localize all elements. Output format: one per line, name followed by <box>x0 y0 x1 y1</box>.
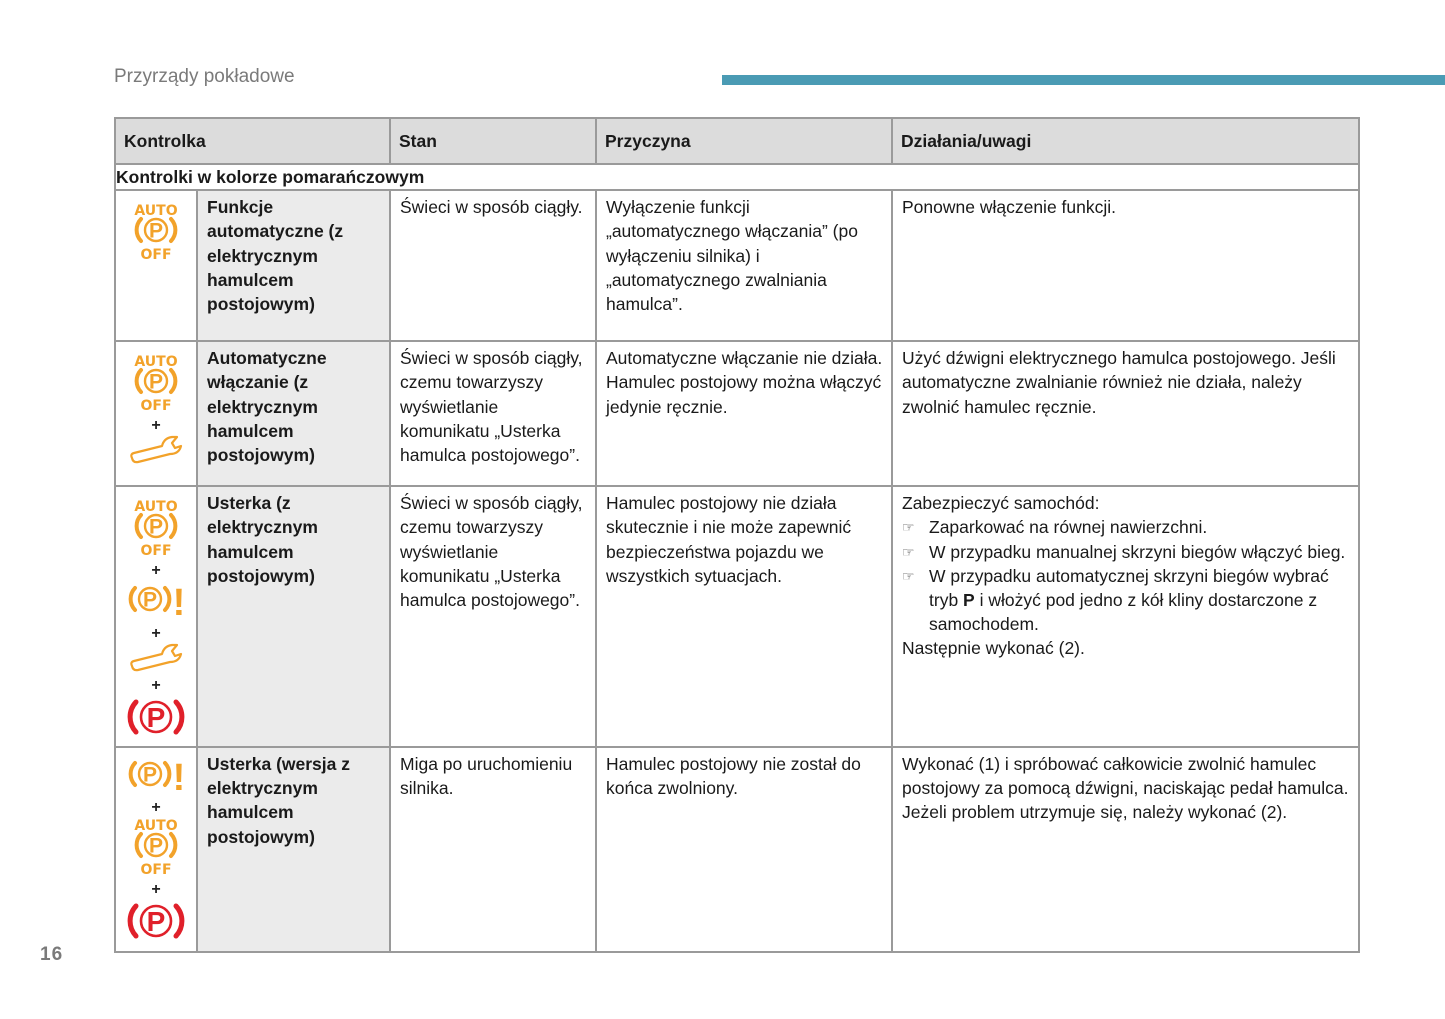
svg-text:OFF: OFF <box>140 862 172 877</box>
red-park-brake-icon <box>116 898 196 950</box>
table-header-row <box>115 118 1359 164</box>
action-cell <box>892 747 1359 952</box>
auto-off-park-brake-icon <box>116 816 196 882</box>
svg-text:P: P <box>142 763 158 787</box>
gear-mode-p: P <box>963 590 975 611</box>
plus-sign: + <box>151 624 161 642</box>
wrench-icon <box>116 642 196 678</box>
svg-text:P: P <box>148 834 164 858</box>
auto-off-park-brake-icon <box>116 352 196 418</box>
svg-text:P: P <box>148 219 164 243</box>
table-row <box>115 341 1359 486</box>
column-header-dzialania: Działania/uwagi <box>892 118 1359 164</box>
svg-text:!: ! <box>172 757 186 795</box>
svg-text:P: P <box>142 588 158 612</box>
state-cell: Miga po uruchomieniu silnika. <box>390 747 596 952</box>
svg-text:P: P <box>148 515 164 539</box>
section-title: Przyrządy pokładowe <box>114 66 295 87</box>
action-line: Wykonać (1) i spróbować całkowicie zwolnić hamulec postojowy za pomocą dźwigni, naciskając pedał hamulca. <box>902 754 1349 799</box>
column-header-stan: Stan <box>390 118 596 164</box>
table-row <box>115 486 1359 747</box>
indicator-name: Automatyczne włączanie (z elektrycznym hamulcem postojowym) <box>197 341 390 486</box>
svg-text:OFF: OFF <box>140 247 172 262</box>
cause-cell: Hamulec postojowy nie działa skutecznie i nie może zapewnić bezpieczeństwa pojazdu we wszystkich sytuacjach. <box>596 486 892 747</box>
svg-text:AUTO: AUTO <box>134 203 178 220</box>
column-header-kontrolka: Kontrolka <box>115 118 390 164</box>
plus-sign: + <box>151 881 161 899</box>
park-brake-fault-icon <box>116 754 196 800</box>
page-number: 16 <box>40 944 64 965</box>
pointing-hand-icon: ☞ <box>902 519 915 536</box>
svg-text:P: P <box>146 906 166 938</box>
pointing-hand-icon: ☞ <box>902 543 915 560</box>
action-line: Jeżeli problem utrzymuje się, należy wykonać (2). <box>902 802 1288 823</box>
icon-cell <box>115 190 197 341</box>
action-intro: Zabezpieczyć samochód: <box>902 493 1100 514</box>
action-outro: Następnie wykonać (2). <box>902 638 1085 659</box>
svg-text:AUTO: AUTO <box>134 354 178 371</box>
auto-off-park-brake-icon <box>116 201 196 267</box>
bullet-text: W przypadku automatycznej skrzyni biegów wybrać tryb <box>929 565 1329 611</box>
header-accent-bar <box>722 75 1445 85</box>
svg-text:P: P <box>146 701 166 733</box>
plus-sign: + <box>151 799 161 817</box>
red-park-brake-icon <box>116 694 196 746</box>
table-row <box>115 747 1359 952</box>
wrench-icon <box>116 434 196 470</box>
svg-text:AUTO: AUTO <box>134 818 178 835</box>
bullet-text: Zaparkować na równej nawierzchni. <box>929 517 1208 538</box>
table-row <box>115 190 1359 341</box>
park-brake-fault-icon <box>116 579 196 625</box>
action-cell: Użyć dźwigni elektrycznego hamulca postojowego. Jeśli automatyczne zwalnianie również nie działa, należy zwolnić hamulec ręcznie. <box>892 341 1359 486</box>
svg-text:OFF: OFF <box>140 543 172 558</box>
icon-cell <box>115 486 197 747</box>
action-bullet <box>902 515 1350 539</box>
action-bullet-list <box>902 515 1350 636</box>
icon-cell <box>115 341 197 486</box>
warning-lights-table <box>114 117 1360 953</box>
pointing-hand-icon: ☞ <box>902 567 915 584</box>
svg-text:P: P <box>148 370 164 394</box>
column-header-przyczyna: Przyczyna <box>596 118 892 164</box>
state-cell: Świeci w sposób ciągły, czemu towarzyszy wyświetlanie komunikatu „Usterka hamulca postojowego”. <box>390 341 596 486</box>
auto-off-park-brake-icon <box>116 497 196 563</box>
action-cell: Ponowne włączenie funkcji. <box>892 190 1359 341</box>
group-row <box>115 164 1359 190</box>
cause-cell: Hamulec postojowy nie został do końca zwolniony. <box>596 747 892 952</box>
svg-text:OFF: OFF <box>140 398 172 413</box>
action-bullet <box>902 564 1350 637</box>
plus-sign: + <box>151 562 161 580</box>
action-bullet <box>902 540 1350 564</box>
bullet-text: W przypadku manualnej skrzyni biegów włączyć bieg. <box>929 541 1346 562</box>
cause-cell: Automatyczne włączanie nie działa. Hamulec postojowy można włączyć jedynie ręcznie. <box>596 341 892 486</box>
bullet-text: i włożyć pod jedno z kół kliny dostarczone z samochodem. <box>929 590 1318 635</box>
indicator-name: Usterka (z elektrycznym hamulcem postojowym) <box>197 486 390 747</box>
cause-cell: Wyłączenie funkcji „automatycznego włączania” (po wyłączeniu silnika) i „automatycznego zwalniania hamulca”. <box>596 190 892 341</box>
plus-sign: + <box>151 676 161 694</box>
indicator-name: Funkcje automatyczne (z elektrycznym hamulcem postojowym) <box>197 190 390 341</box>
state-cell: Świeci w sposób ciągły, czemu towarzyszy wyświetlanie komunikatu „Usterka hamulca postojowego”. <box>390 486 596 747</box>
indicator-name: Usterka (wersja z elektrycznym hamulcem postojowym) <box>197 747 390 952</box>
action-cell <box>892 486 1359 747</box>
svg-text:AUTO: AUTO <box>134 499 178 516</box>
state-cell: Świeci w sposób ciągły. <box>390 190 596 341</box>
plus-sign: + <box>151 417 161 435</box>
group-title: Kontrolki w kolorze pomarańczowym <box>115 164 1359 190</box>
icon-cell <box>115 747 197 952</box>
svg-text:!: ! <box>172 582 186 620</box>
